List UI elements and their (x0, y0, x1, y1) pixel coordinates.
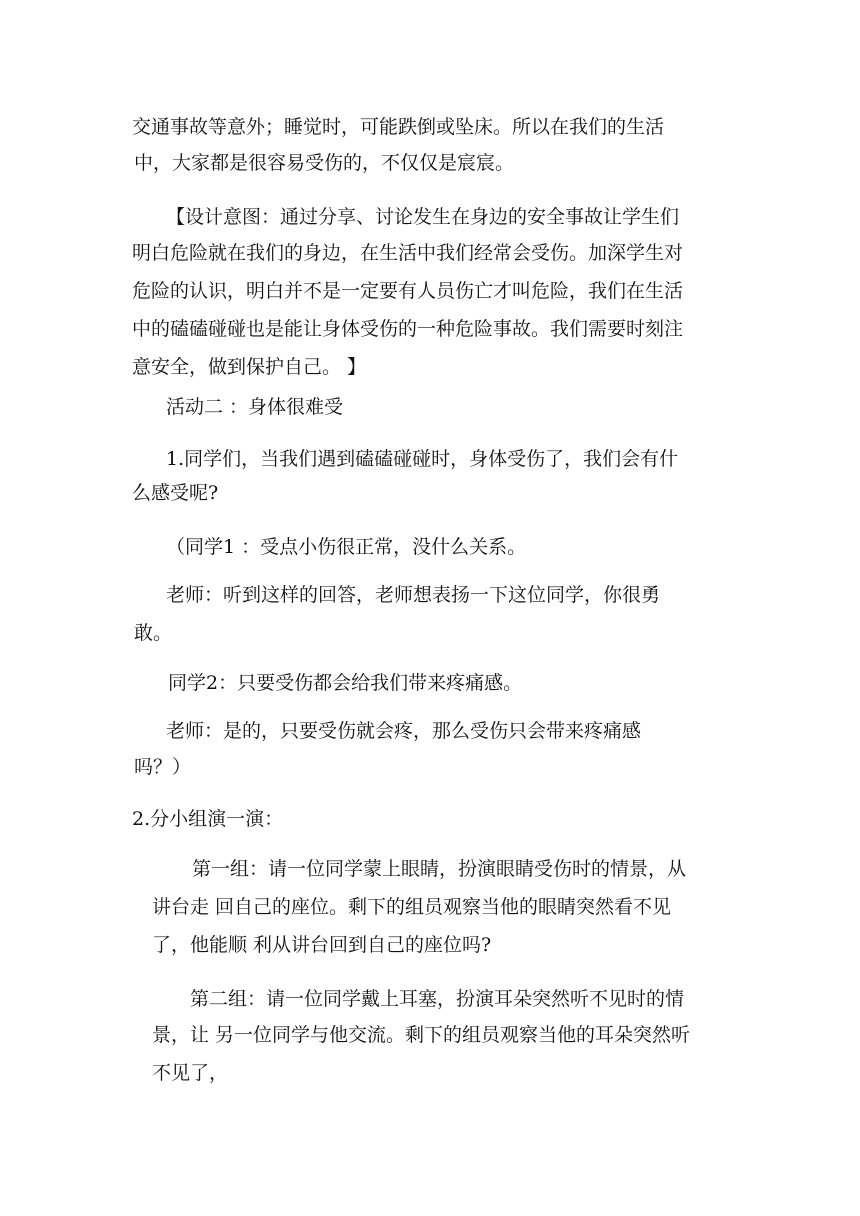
paragraph-line: 中，大家都是很容易受伤的，不仅仅是宸宸。 (134, 152, 515, 174)
activity-title: 活动二 ：身体很难受 (166, 396, 344, 418)
group-description-line: 景，让 另一位同学与他交流。剩下的组员观察当他的耳朵突然听 (152, 1024, 691, 1046)
group-description-line: 第一组：请一位同学蒙上眼睛，扮演眼睛受伤时的情景，从 (192, 858, 687, 880)
group-description-line: 讲台走 回自己的座位。剩下的组员观察当他的眼睛突然看不见 (152, 896, 672, 918)
group-description-line: 了，他能顺 利从讲台回到自己的座位吗? (152, 934, 492, 956)
teacher-response-line: 吗？） (134, 756, 192, 778)
student-answer: 同学2：只要受伤都会给我们带来疼痛感。 (168, 672, 523, 694)
design-intent-line: 意安全，做到保护自己。 】 (132, 356, 367, 378)
student-answer: （同学1 ：受点小伤很正常，没什么关系。 (166, 536, 527, 558)
group-description-line: 第二组：请一位同学戴上耳塞，扮演耳朵突然听不见时的情 (190, 988, 685, 1010)
design-intent-line: 明白危险就在我们的身边，在生活中我们经常会受伤。加深学生对 (132, 242, 684, 264)
question-line: 1.同学们，当我们遇到磕磕碰碰时，身体受伤了，我们会有什 (166, 448, 679, 470)
design-intent-line: 危险的认识，明白并不是一定要有人员伤亡才叫危险，我们在生活 (132, 280, 684, 302)
teacher-response-line: 老师：是的，只要受伤就会疼，那么受伤只会带来疼痛感 (166, 720, 642, 742)
section-title: 2.分小组演一演： (132, 808, 284, 830)
design-intent-line: 【设计意图：通过分享、讨论发生在身边的安全事故让学生们 (166, 206, 680, 228)
teacher-response-line: 老师：听到这样的回答，老师想表扬一下这位同学，你很勇 (166, 584, 661, 606)
group-description-line: 不见了， (152, 1062, 229, 1084)
question-line: 么感受呢? (132, 482, 219, 504)
design-intent-line: 中的磕磕碰碰也是能让身体受伤的一种危险事故。我们需要时刻注 (132, 318, 684, 340)
paragraph-line: 交通事故等意外；睡觉时，可能跌倒或坠床。所以在我们的生活 (132, 116, 665, 138)
teacher-response-line: 敢。 (134, 622, 173, 644)
